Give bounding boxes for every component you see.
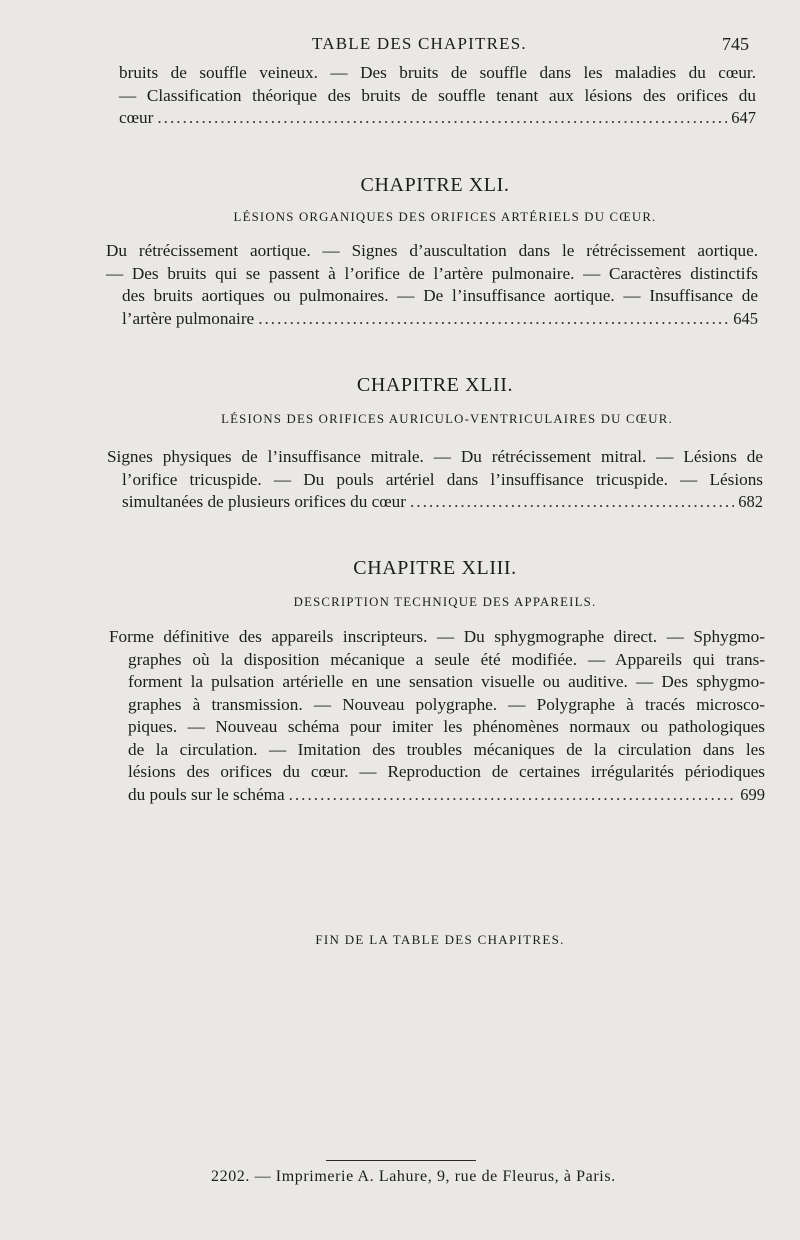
- entry-page-number: 699: [740, 784, 765, 804]
- entry-page-number: 682: [738, 492, 763, 511]
- entry-line: lésions des orifices du cœur. — Reproduction de certaines irrégularités périodiques: [128, 762, 765, 781]
- entry-line: forment la pulsation artérielle en une sensation visuelle ou auditive. — Des sphygmo-: [128, 672, 765, 691]
- entry-line: graphes à transmission. — Nouveau polygraphe. — Polygraphe à tracés microsco-: [128, 694, 765, 714]
- entry-text: du pouls sur le schéma: [128, 784, 285, 804]
- page-number: 745: [722, 34, 749, 54]
- running-head-title: TABLE DES CHAPITRES.: [312, 34, 527, 53]
- entry-text: simultanées de plusieurs orifices du cœur: [122, 492, 406, 511]
- divider: [326, 1160, 476, 1161]
- chapter-title: CHAPITRE XLI.: [360, 174, 510, 196]
- chapter-subtitle: LÉSIONS DES ORIFICES AURICULO-VENTRICULAIRES DU CŒUR.: [221, 412, 673, 426]
- entry-page-number: 647: [731, 108, 756, 127]
- entry-text: l’artère pulmonaire: [122, 308, 255, 328]
- entry-line: — Des bruits qui se passent à l’orifice de l’artère pulmonaire. — Caractères distinctifs: [106, 263, 758, 283]
- chapter-title: CHAPITRE XLIII.: [353, 557, 517, 579]
- entry-line: des bruits aortiques ou pulmonaires. — De l’insuffisance aortique. — Insuffisance de: [122, 286, 758, 305]
- leader-dots: [258, 308, 729, 331]
- entry-last-line: [119, 107, 756, 130]
- leader-dots: [289, 784, 737, 807]
- chapter-subtitle: DESCRIPTION TECHNIQUE DES APPAREILS.: [293, 595, 597, 609]
- entry-line: — Classification théorique des bruits de souffle tenant aux lésions des orifices du: [119, 85, 756, 105]
- entry-line: Du rétrécissement aortique. — Signes d’auscultation dans le rétrécissement aortique.: [106, 241, 758, 260]
- running-head: [0, 34, 800, 56]
- toc-entry: [107, 446, 763, 514]
- leader-dots: [410, 491, 734, 514]
- entry-line: bruits de souffle veineux. — Des bruits de souffle dans les maladies du cœur.: [119, 63, 756, 82]
- toc-entry-continued: [119, 62, 756, 130]
- end-note: FIN DE LA TABLE DES CHAPITRES.: [315, 932, 565, 947]
- entry-text: cœur: [119, 108, 154, 127]
- entry-line: l’orifice tricuspide. — Du pouls artériel dans l’insuffisance tricuspide. — Lésions: [122, 469, 763, 489]
- chapter-subtitle: LÉSIONS ORGANIQUES DES ORIFICES ARTÉRIELS DU CŒUR.: [233, 210, 657, 224]
- entry-last-line: [128, 784, 765, 807]
- chapter-title: CHAPITRE XLII.: [356, 374, 514, 396]
- entry-page-number: 645: [733, 308, 758, 328]
- entry-last-line: [122, 491, 763, 514]
- entry-line: de la circulation. — Imitation des troubles mécaniques de la circulation dans les: [128, 739, 765, 759]
- entry-last-line: [122, 308, 758, 331]
- entry-line: graphes où la disposition mécanique a seule été modifiée. — Appareils qui trans-: [128, 649, 765, 669]
- entry-line: Forme définitive des appareils inscripteurs. — Du sphygmographe direct. — Sphygmo-: [109, 627, 765, 646]
- toc-entry: [106, 240, 758, 330]
- printer-imprint: 2202. — Imprimerie A. Lahure, 9, rue de Fleurus, à Paris.: [211, 1168, 616, 1185]
- leader-dots: [157, 107, 727, 130]
- entry-line: Signes physiques de l’insuffisance mitrale. — Du rétrécissement mitral. — Lésions de: [107, 447, 763, 466]
- toc-entry: [109, 626, 765, 806]
- entry-line: piques. — Nouveau schéma pour imiter les phénomènes normaux ou pathologiques: [128, 717, 765, 736]
